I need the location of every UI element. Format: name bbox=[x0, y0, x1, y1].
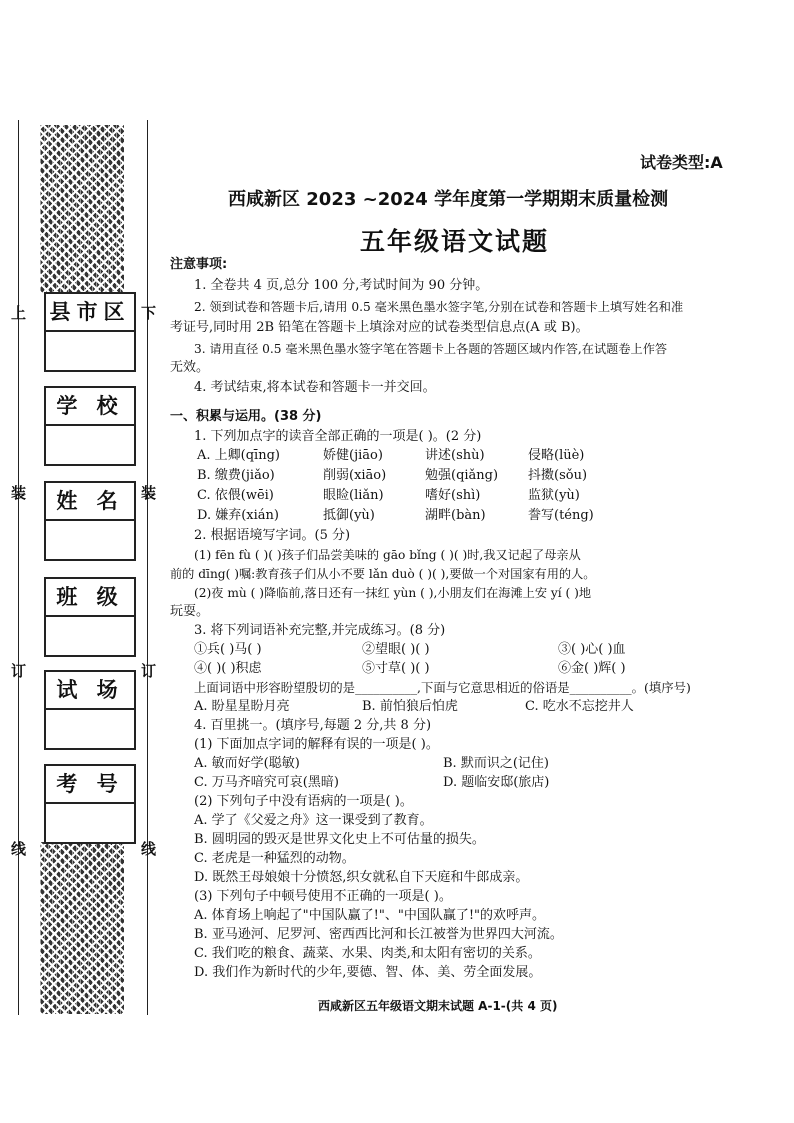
field-name-label: 姓 名 bbox=[46, 483, 134, 521]
field-class-label: 班 级 bbox=[46, 579, 134, 617]
cut-mark-ding-right: 订 bbox=[141, 662, 157, 680]
q1-d-3: 湖畔(bàn) bbox=[425, 508, 486, 523]
paper-type: 试卷类型:A bbox=[640, 153, 723, 172]
q3-item-3: ③( )心( )血 bbox=[558, 642, 626, 657]
q1-c-2: 眼睑(liǎn) bbox=[323, 488, 384, 503]
exam-title: 西咸新区 2023 ~2024 学年度第一学期期末质量检测 bbox=[228, 189, 669, 210]
field-exam-number-label: 考 号 bbox=[46, 766, 134, 804]
field-school[interactable] bbox=[44, 386, 136, 466]
notes-item-4: 4. 考试结束,将本试卷和答题卡一并交回。 bbox=[194, 380, 436, 395]
cut-mark-top-left: 上 bbox=[11, 304, 27, 322]
q3-item-1: ①兵( )马( ) bbox=[194, 642, 262, 657]
cut-mark-ding-left: 订 bbox=[11, 662, 27, 680]
q3-item-4: ④( )( )积虑 bbox=[194, 661, 262, 676]
notes-item-1: 1. 全卷共 4 页,总分 100 分,考试时间为 90 分钟。 bbox=[194, 278, 489, 293]
binding-pattern-bottom bbox=[40, 842, 124, 1014]
q4-sub1-a: A. 敏而好学(聪敏) bbox=[194, 756, 300, 771]
q1-stem: 1. 下列加点字的读音全部正确的一项是( )。(2 分) bbox=[194, 429, 482, 444]
q1-d-2: 抵御(yù) bbox=[323, 508, 375, 523]
field-name[interactable] bbox=[44, 481, 136, 561]
q4-sub2: (2) 下列句子中没有语病的一项是( )。 bbox=[194, 794, 413, 809]
cut-mark-top-right: 下 bbox=[141, 304, 157, 322]
cut-mark-zhuang-left: 装 bbox=[11, 484, 27, 502]
page-footer: 西咸新区五年级语文期末试题 A-1-(共 4 页) bbox=[318, 999, 558, 1013]
q4-sub3: (3) 下列句子中顿号使用不正确的一项是( )。 bbox=[194, 889, 452, 904]
cut-mark-xian-left: 线 bbox=[11, 840, 27, 858]
q1-d-4: 誊写(téng) bbox=[528, 508, 594, 523]
q2-line-1: (1) fēn fù ( )( )孩子们品尝美味的 gāo bǐng ( )( )时,我又记起了母亲从 bbox=[194, 548, 581, 562]
q1-b-2: 削弱(xiāo) bbox=[323, 468, 387, 483]
notes-heading: 注意事项: bbox=[170, 257, 228, 272]
q2-line-3: (2)夜 mù ( )降临前,落日还有一抹红 yùn ( ),小朋友们在海滩上安 yí ( )地 bbox=[194, 586, 592, 600]
q1-a-1: A. 上卿(qīng) bbox=[197, 448, 280, 463]
binding-line-left bbox=[18, 120, 19, 1015]
exam-subtitle: 五年级语文试题 bbox=[360, 227, 550, 256]
q1-b-4: 抖擞(sǒu) bbox=[528, 468, 588, 483]
q3-item-6: ⑥金( )辉( ) bbox=[558, 661, 626, 676]
q4-sub3-a: A. 体育场上响起了"中国队赢了!"、"中国队赢了!"的欢呼声。 bbox=[194, 908, 546, 923]
q1-a-4: 侵略(lüè) bbox=[528, 448, 585, 463]
field-exam-room-label: 试 场 bbox=[46, 672, 134, 710]
q4-sub3-c: C. 我们吃的粮食、蔬菜、水果、肉类,和太阳有密切的关系。 bbox=[194, 946, 541, 961]
field-county[interactable] bbox=[44, 292, 136, 372]
q1-c-4: 监狱(yù) bbox=[528, 488, 580, 503]
field-class[interactable] bbox=[44, 577, 136, 657]
q3-option-a: A. 盼星星盼月亮 bbox=[194, 699, 290, 714]
q1-c-3: 嗜好(shì) bbox=[425, 488, 481, 503]
q2-line-2: 前的 dīng( )嘱:教育孩子们从小不要 lǎn duò ( )( ),要做一个对国家有用的人。 bbox=[170, 567, 596, 581]
notes-item-2-cont: 考证号,同时用 2B 铅笔在答题卡上填涂对应的试卷类型信息点(A 或 B)。 bbox=[170, 320, 589, 335]
q1-a-2: 娇健(jiāo) bbox=[323, 448, 383, 463]
q1-c-1: C. 依偎(wēi) bbox=[197, 488, 274, 503]
binding-pattern-top bbox=[40, 125, 124, 293]
q4-sub2-a: A. 学了《父爱之舟》这一课受到了教育。 bbox=[194, 813, 433, 828]
q2-stem: 2. 根据语境写字词。(5 分) bbox=[194, 528, 351, 543]
q4-sub1-d: D. 题临安邸(旅店) bbox=[443, 775, 550, 790]
q3-stem: 3. 将下列词语补充完整,并完成练习。(8 分) bbox=[194, 623, 446, 638]
q4-sub1-c: C. 万马齐喑究可哀(黑暗) bbox=[194, 775, 339, 790]
q3-item-2: ②望眼( )( ) bbox=[362, 642, 430, 657]
field-county-label: 县市区 bbox=[46, 294, 134, 332]
q3-option-c: C. 吃水不忘挖井人 bbox=[525, 699, 634, 714]
q1-a-3: 讲述(shù) bbox=[425, 448, 485, 463]
field-school-label: 学 校 bbox=[46, 388, 134, 426]
q1-d-1: D. 嫌弃(xián) bbox=[197, 508, 279, 523]
q4-sub2-b: B. 圆明园的毁灭是世界文化史上不可估量的损失。 bbox=[194, 832, 485, 847]
q1-b-3: 勉强(qiǎng) bbox=[425, 468, 499, 483]
cut-mark-zhuang-right: 装 bbox=[141, 484, 157, 502]
q3-option-b: B. 前怕狼后怕虎 bbox=[362, 699, 458, 714]
field-exam-room[interactable] bbox=[44, 670, 136, 750]
q4-sub3-d: D. 我们作为新时代的少年,要德、智、体、美、劳全面发展。 bbox=[194, 965, 542, 980]
notes-item-3-cont: 无效。 bbox=[170, 360, 210, 375]
q4-sub1-b: B. 默而识之(记住) bbox=[443, 756, 549, 771]
q1-b-1: B. 缴费(jiǎo) bbox=[197, 468, 275, 483]
q2-line-4: 玩耍。 bbox=[170, 604, 210, 619]
section-1-heading: 一、积累与运用。(38 分) bbox=[170, 409, 322, 424]
q4-sub2-c: C. 老虎是一种猛烈的动物。 bbox=[194, 851, 355, 866]
q4-stem: 4. 百里挑一。(填序号,每题 2 分,共 8 分) bbox=[194, 718, 432, 733]
q4-sub2-d: D. 既然王母娘娘十分愤怒,织女就私自下天庭和牛郎成亲。 bbox=[194, 870, 529, 885]
q3-item-5: ⑤寸草( )( ) bbox=[362, 661, 430, 676]
notes-item-2: 2. 领到试卷和答题卡后,请用 0.5 毫米黑色墨水签字笔,分别在试卷和答题卡上填写姓名和准 bbox=[194, 300, 684, 314]
q3-question: 上面词语中形容盼望殷切的是__________,下面与它意思相近的俗语是__________。(填序号) bbox=[194, 680, 691, 695]
notes-item-3: 3. 请用直径 0.5 毫米黑色墨水签字笔在答题卡上各题的答题区域内作答,在试题卷上作答 bbox=[194, 342, 668, 356]
q4-sub3-b: B. 亚马逊河、尼罗河、密西西比河和长江被誉为世界四大河流。 bbox=[194, 927, 563, 942]
binding-line-right bbox=[147, 120, 148, 1015]
q4-sub1: (1) 下面加点字词的解释有误的一项是( )。 bbox=[194, 737, 439, 752]
field-exam-number[interactable] bbox=[44, 764, 136, 844]
cut-mark-xian-right: 线 bbox=[141, 840, 157, 858]
